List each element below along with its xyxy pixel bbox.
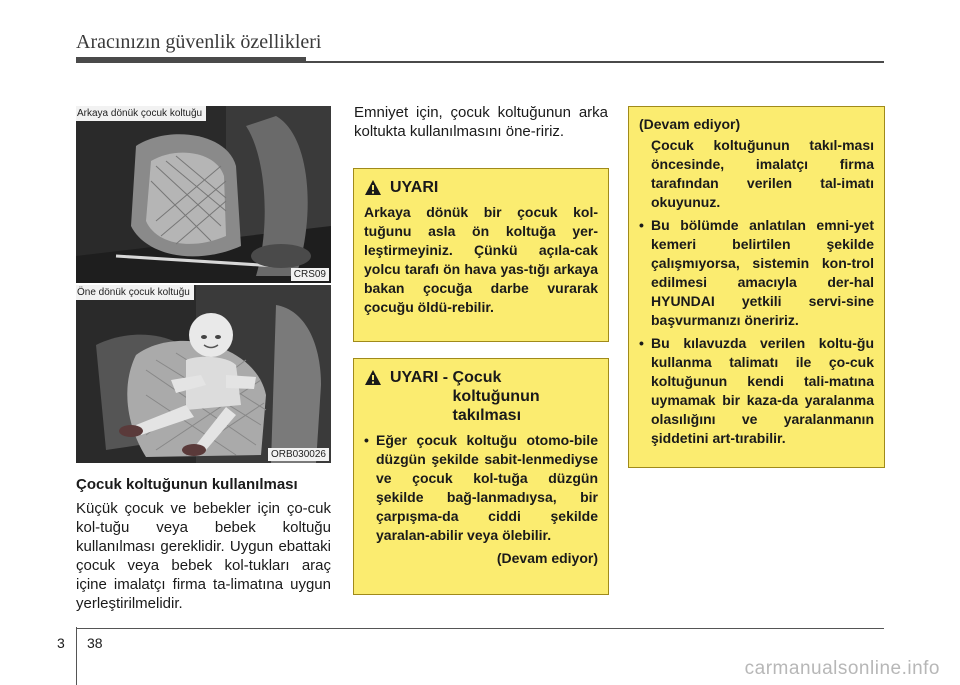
- list-item: • Bu kılavuzda verilen koltu-ğu kullanma talimatı ile ço-cuk koltuğunun kendi tali-matına uymamak bir kaza-da yaralanma olasılığını ve yaralanmanın şiddetini art-tırabilir.: [639, 334, 874, 448]
- list-item: • Bu bölümde anlatılan emni-yet kemeri belirtilen şekilde çalışmıyorsa, sistemin kon-trol edilmesi amacıyla der-hal HYUNDAI yetkili servi-sine başvurmanızı öneririz.: [639, 216, 874, 330]
- list-item: • Eğer çocuk koltuğu otomo-bile düzgün şekilde sabit-lenmediyse ve çocuk kol-tuğa düzgün şekilde bağ-lanmadıysa, bir çarpışma-da ciddi şekilde yaralan-abilir veya ölebilir.: [364, 431, 598, 545]
- continued-note: (Devam ediyor): [496, 550, 598, 566]
- page-header-title: Aracınızın güvenlik özellikleri: [76, 31, 322, 53]
- warning-text: Arkaya dönük bir çocuk kol-tuğunu asla ön koltuğa yer-leştirmeyiniz. Çünkü açıla-cak yolcu tarafı ön hava yas-tığı arkaya bakan çocuğa darbe vurarak çocuğu öldü-rebilir.: [364, 204, 598, 315]
- footer-rule: [76, 628, 884, 629]
- section-title: Çocuk koltuğunun kullanılması: [76, 476, 298, 493]
- header-rule-thick: [76, 57, 306, 63]
- warning-bullets: [364, 431, 598, 545]
- page-number: 38: [87, 635, 103, 651]
- photo-code: CRS09: [291, 268, 329, 281]
- warning-title-prefix: UYARI -: [390, 369, 453, 386]
- warning-box-child-seat-installation: [353, 358, 609, 595]
- warning-triangle-icon: [364, 369, 382, 386]
- header-rule-thin: [306, 61, 884, 63]
- warning-title: UYARI: [390, 179, 439, 196]
- footer-divider: [76, 627, 77, 685]
- warning-box-continued: [628, 106, 885, 468]
- watermark: carmanualsonline.info: [744, 658, 940, 679]
- photo-caption: Öne dönük çocuk koltuğu: [76, 285, 194, 300]
- photo-forward-facing-seat: [76, 285, 331, 463]
- lead-paragraph: Çocuk koltuğunun takıl-ması öncesinde, imalatçı firma tarafından verilen tal-imatı okuyunuz.: [651, 137, 874, 210]
- section-body: Küçük çocuk ve bebekler için ço-cuk kol-tuğu veya bebek koltuğu kullanılması gereklidir. Uygun ebattaki çocuk veya bebek kol-tukları araç içine imalatçı firma ta-limatına uygun yerleştirilmelidir.: [76, 500, 331, 612]
- photo-rear-facing-seat: [76, 106, 331, 283]
- warning-heading: [364, 368, 598, 425]
- warning-triangle-icon: [364, 179, 382, 196]
- photo-caption: Arkaya dönük çocuk koltuğu: [76, 106, 206, 121]
- continued-label: (Devam ediyor): [639, 116, 741, 132]
- child-seat-usage-section: [76, 476, 331, 613]
- warning-heading: [364, 178, 598, 197]
- section-number: 3: [57, 635, 65, 651]
- warning-box-rear-facing: [353, 168, 609, 342]
- forward-facing-seat-illustration: [76, 285, 331, 463]
- intro-paragraph: Emniyet için, çocuk koltuğunun arka koltukta kullanılmasını öne-ririz.: [354, 104, 608, 140]
- rear-facing-seat-illustration: [76, 106, 331, 283]
- warning-bullets: [639, 216, 874, 448]
- photo-code: ORB030026: [268, 448, 329, 461]
- warning-title-rest: Çocuk koltuğunun takılması: [452, 369, 540, 424]
